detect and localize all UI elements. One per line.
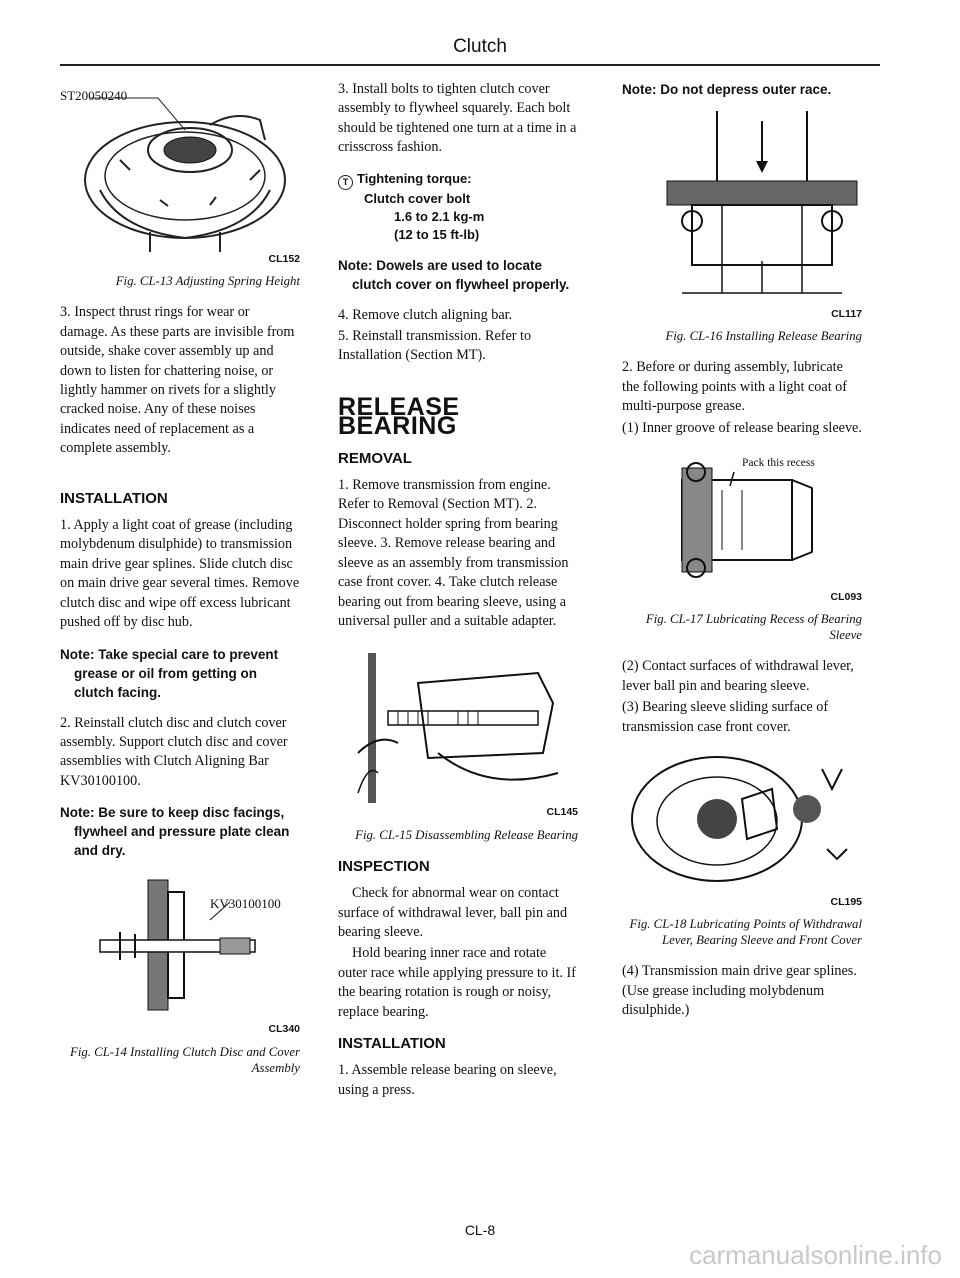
note-grease: Note: Take special care to prevent grease or oil from getting on clutch facing. (60, 646, 279, 700)
figure-cl-16 (622, 111, 862, 324)
fig13-caption: Fig. CL-13 Adjusting Spring Height (115, 274, 300, 289)
page-number: CL-8 (464, 1222, 496, 1238)
figure-cl-15 (338, 643, 578, 822)
fig18-caption: Fig. CL-18 Lubricating Points of Withdrawal Lever, Bearing Sleeve and Front Cover (629, 917, 862, 948)
figure-cl-13 (60, 80, 300, 269)
lubricate-point-2: (2) Contact surfaces of withdrawal lever, lever ball pin and bearing sleeve. (622, 658, 854, 694)
fig18-code: CL195 (830, 896, 862, 909)
column-3 (622, 80, 862, 1033)
step-4: 4. Remove clutch aligning bar. (338, 306, 513, 323)
lubricate-point-3: (3) Bearing sleeve sliding surface of transmission case front cover. (622, 699, 829, 735)
lubricate-point-1: (1) Inner groove of release bearing sleeve. (622, 419, 862, 436)
fig14-part-number: KV30100100 (210, 896, 281, 912)
adjusting-spring-height-illustration (60, 80, 300, 252)
inspection-paragraph-1: Check for abnormal wear on contact surface of withdrawal lever, ball pin and bearing sleeve. (338, 885, 568, 940)
torque-icon: T (338, 175, 353, 190)
fig15-caption: Fig. CL-15 Disassembling Release Bearing (355, 827, 578, 842)
tightening-torque-block: T Tightening torque: Clutch cover bolt 1.6 to 2.1 kg-m (12 to 15 ft-lb) (338, 170, 578, 244)
lubricating-points-illustration (622, 749, 862, 895)
disassembling-release-bearing-illustration (338, 643, 578, 805)
torque-value-imperial: (12 to 15 ft-lb) (394, 226, 480, 242)
header-rule (60, 64, 880, 66)
removal-heading: REMOVAL (338, 449, 412, 467)
torque-value-metric: 1.6 to 2.1 kg-m (394, 208, 485, 224)
lubricate-paragraph: 2. Before or during assembly, lubricate the following points with a light coat of multi-purpose grease. (622, 359, 847, 415)
note-dowels: Note: Dowels are used to locate clutch cover on flywheel properly. (338, 257, 570, 292)
note-clean: Note: Be sure to keep disc facings, flywheel and pressure plate clean and dry. (60, 805, 290, 859)
lubricate-point-4: (4) Transmission main drive gear splines. (Use grease including molybdenum disulphide.) (622, 963, 857, 1019)
installing-release-bearing-illustration (622, 111, 862, 307)
inspect-paragraph: 3. Inspect thrust rings for wear or damage. As these parts are invisible from outside, shake cover assembly up and down to listen for chattering noise, or lightly hammer on rivets for a slightly cracked noise. Any of these noises indicates need of replacement as a complete assembly. (60, 304, 295, 457)
inspection-paragraph-2: Hold bearing inner race and rotate outer race while applying pressure to it. If the bearing rotation is rough or noisy, replace bearing. (338, 945, 576, 1020)
fig14-code: CL340 (268, 1023, 300, 1036)
watermark: carmanualsonline.info (689, 1240, 942, 1270)
note-outer-race: Note: Do not depress outer race. (622, 82, 832, 97)
torque-item: Clutch cover bolt (364, 190, 471, 206)
installation-step-1: 1. Apply a light coat of grease (including molybdenum disulphide) to transmission main drive gear splines. Slide clutch disc on main drive gear several times. Remove clutch disc and wipe off excess lubricant pushed off by disc hub. (60, 517, 300, 631)
fig14-caption: Fig. CL-14 Installing Clutch Disc and Cover Assembly (70, 1044, 300, 1075)
fig13-code: CL152 (268, 253, 300, 265)
installation-heading: INSTALLATION (60, 489, 168, 507)
installation-heading-2: INSTALLATION (338, 1034, 446, 1052)
figure-cl-17 (622, 450, 862, 607)
column-2 (338, 80, 578, 1112)
installation-press-step: 1. Assemble release bearing on sleeve, using a press. (338, 1062, 557, 1098)
fig16-caption: Fig. CL-16 Installing Release Bearing (665, 329, 862, 344)
fig13-part-number: ST20050240 (60, 88, 128, 103)
fig17-caption: Fig. CL-17 Lubricating Recess of Bearing Sleeve (645, 612, 862, 643)
inspection-heading: INSPECTION (338, 857, 430, 875)
install-bolts-paragraph: 3. Install bolts to tighten clutch cover assembly to flywheel squarely. Each bolt should be tightened one turn at a time in a crisscross fashion. (338, 81, 577, 156)
installation-step-2: 2. Reinstall clutch disc and clutch cover assembly. Support clutch disc and cover assemblies with Clutch Aligning Bar KV30100100. (60, 714, 288, 789)
figure-cl-18 (622, 749, 862, 912)
fig17-callout: Pack this recess (742, 457, 815, 470)
release-bearing-heading: RELEASE BEARING (338, 392, 460, 441)
page-header-title: Clutch (453, 36, 507, 57)
figure-cl-14 (60, 872, 300, 1039)
column-1 (60, 80, 300, 1090)
step-5: 5. Reinstall transmission. Refer to Installation (Section MT). (338, 328, 532, 364)
fig15-code: CL145 (546, 806, 578, 819)
fig16-code: CL117 (831, 308, 862, 320)
removal-steps: 1. Remove transmission from engine. Refer to Removal (Section MT). 2. Disconnect holder spring from bearing sleeve. 3. Remove release bearing and sleeve as an assembly from transmission case front cover. 4. Take clutch release bearing out from bearing sleeve, using a universal puller and a suitable adapter. (338, 477, 569, 629)
fig17-code: CL093 (830, 591, 862, 604)
